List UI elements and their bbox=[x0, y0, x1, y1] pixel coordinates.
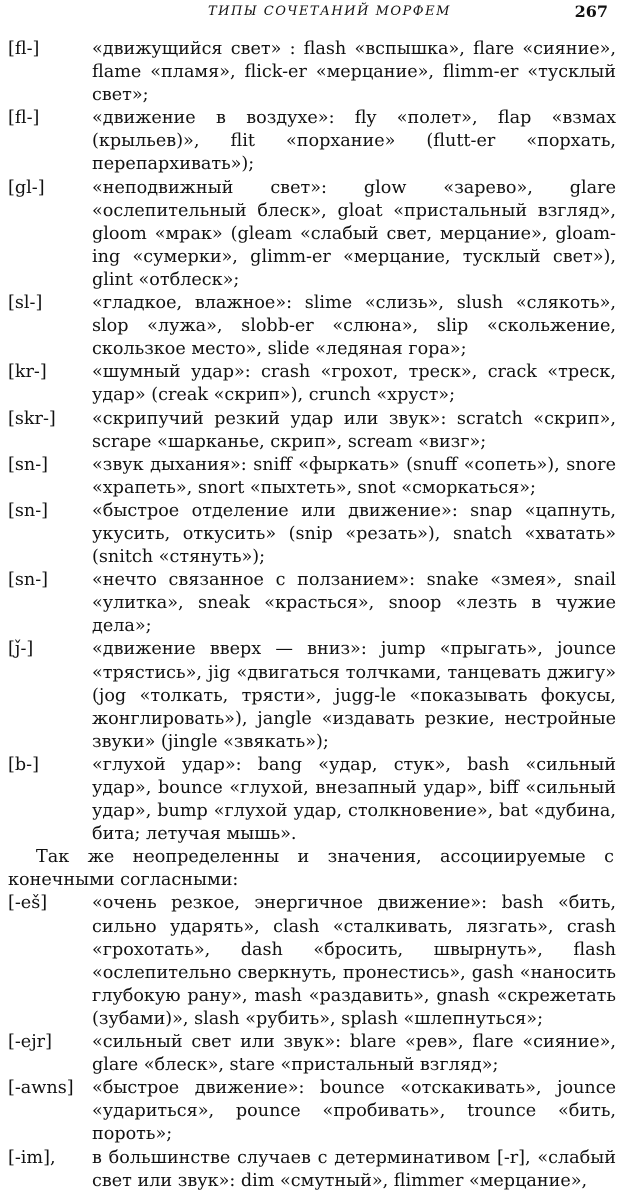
entry-definition: в большинстве случаев с детерминативом [-r], «слабый свет или звук»: dim «смутный», flimmer «мерцание», bbox=[92, 1147, 616, 1191]
dictionary-entry bbox=[0, 1031, 620, 1077]
dictionary-entry bbox=[0, 408, 620, 454]
entry-definition: «звук дыхания»: sniff «фыркать» (snuff «сопеть»), snore «храпеть», snort «пыхтеть», snot «сморкаться»; bbox=[92, 454, 616, 498]
entry-morpheme: [-awns] bbox=[8, 1078, 74, 1099]
entry-definition: «глухой удар»: bang «удар, стук», bash «сильный удар», bounce «глухой, внезапный удар», biff «сильный удар», bump «глухой удар, столкновение», bat «дубина, бита; летучая мышь». bbox=[92, 754, 616, 845]
entry-morpheme: [b-] bbox=[8, 754, 39, 775]
entry-morpheme: [-ejr] bbox=[8, 1032, 52, 1053]
page-header bbox=[0, 2, 620, 24]
entry-morpheme: [-eš] bbox=[8, 893, 48, 914]
entry-definition: «очень резкое, энергичное движение»: bash «бить, сильно ударять», clash «сталкивать, лязгать», crash «грохотать», dash «бросить, швырнуть», flash «ослепительно сверкнуть, пронестись», gash «наносить глубокую рану», mash «раздавить», gnash «скрежетать (зубами)», slash «рубить», splash «шлепнуться»; bbox=[92, 893, 616, 1029]
dictionary-entry bbox=[0, 361, 620, 407]
entry-morpheme: [gl-] bbox=[8, 177, 45, 198]
entry-definition: «движущийся свет» : flash «вспышка», flare «сияние», flame «пламя», flick-er «мерцание», flimm-er «тусклый свет»; bbox=[92, 39, 616, 106]
entry-definition: «сильный свет или звук»: blare «рев», flare «сияние», glare «блеск», stare «пристальный взгляд»; bbox=[92, 1032, 616, 1076]
entry-definition: «шумный удар»: crash «грохот, треск», crack «треск, удар» (creak «скрип»), crunch «хруст»; bbox=[92, 362, 616, 406]
dictionary-entry bbox=[0, 177, 620, 292]
dictionary-entry bbox=[0, 454, 620, 500]
entry-definition: «быстрое отделение или движение»: snap «цапнуть, укусить, откусить» (snip «резать»), snatch «хватать» (snitch «стянуть»); bbox=[92, 500, 616, 568]
dictionary-entry bbox=[0, 1077, 620, 1146]
entry-morpheme: [sn-] bbox=[8, 570, 49, 591]
entry-morpheme: [fl-] bbox=[8, 108, 40, 129]
dictionary-entry bbox=[0, 107, 620, 176]
entry-definition: «движение в воздухе»: fly «полет», flap «взмах (крыльев)», flit «порхание» (flutt-er «порхать, перепархивать»); bbox=[92, 108, 616, 175]
entry-definition: «скрипучий резкий удар или звук»: scratch «скрип», scrape «шарканье, скрип», scream «визг»; bbox=[92, 408, 616, 452]
entry-definition: «нечто связанное с ползанием»: snake «змея», snail «улитка», sneak «красться», snoop «лезть в чужие дела»; bbox=[92, 570, 616, 637]
entry-definition: «движение вверх — вниз»: jump «прыгать», jounce «трястись», jig «двигаться толчками, танцевать джигу» (jog «толкать, трясти», jugg-le «показывать фокусы, жонглировать»), jangle «издавать резкие, нестройные звуки» (jingle «звякать»); bbox=[92, 639, 616, 752]
dictionary-entry bbox=[0, 569, 620, 638]
dictionary-entry bbox=[0, 292, 620, 361]
entry-definition: «неподвижный свет»: glow «зарево», glare «ослепительный блеск», gloat «пристальный взгляд», gloom «мрак» (gleam «слабый свет, мерцание», gloam-ing «сумерки», glimm-er «мерцание, тусклый свет»), glint «отблеск»; bbox=[92, 177, 616, 290]
entry-definition: «быстрое движение»: bounce «отскакивать», jounce «удариться», pounce «пробивать», trounce «бить, пороть»; bbox=[92, 1078, 616, 1145]
entry-morpheme: [kr-] bbox=[8, 362, 47, 383]
running-title: ТИПЫ СОЧЕТАНИЙ МОРФЕМ bbox=[208, 4, 451, 19]
entry-morpheme: [sl-] bbox=[8, 293, 43, 314]
entry-morpheme: [-im], bbox=[8, 1147, 56, 1168]
entry-morpheme: [sn-] bbox=[8, 500, 49, 521]
entry-morpheme: [ǰ-] bbox=[8, 639, 34, 660]
page-number: 267 bbox=[574, 2, 608, 21]
body-paragraph: Так же неопределенны и значения, ассоциируемые с конечными согласными: bbox=[8, 847, 614, 891]
entry-morpheme: [sn-] bbox=[8, 454, 49, 475]
entry-definition: «гладкое, влажное»: slime «слизь», slush «слякоть», slop «лужа», slobb-er «слюна», slip «скольжение, скользкое место», slide «ледяная гора»; bbox=[92, 293, 616, 360]
dictionary-entry bbox=[0, 1147, 620, 1193]
dictionary-entry bbox=[0, 638, 620, 753]
dictionary-entry bbox=[0, 754, 620, 846]
entry-morpheme: [fl-] bbox=[8, 39, 40, 59]
dictionary-entry bbox=[0, 500, 620, 569]
body-text bbox=[0, 38, 620, 1193]
entry-morpheme: [skr-] bbox=[8, 408, 56, 429]
dictionary-entry bbox=[0, 38, 620, 107]
dictionary-entry bbox=[0, 892, 620, 1031]
